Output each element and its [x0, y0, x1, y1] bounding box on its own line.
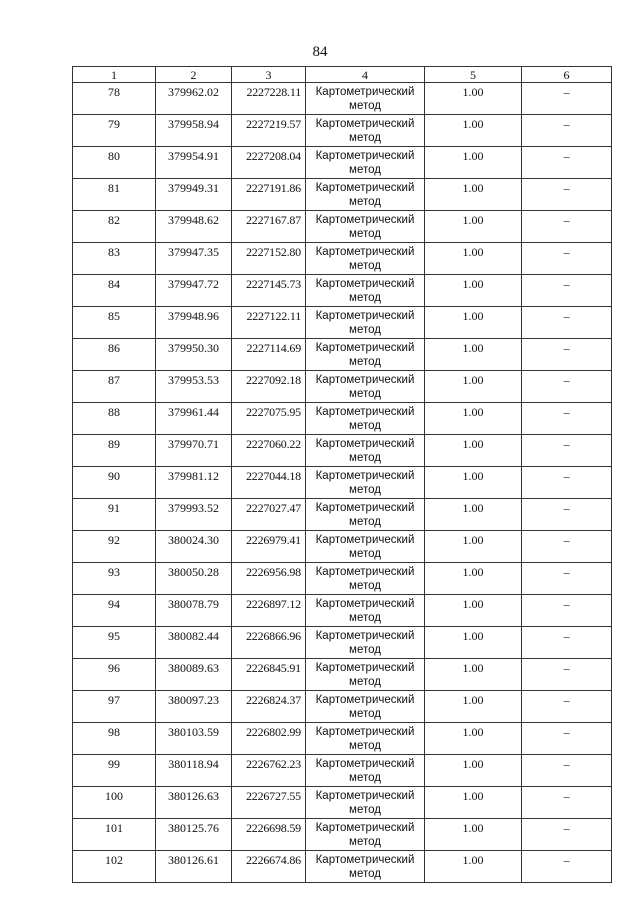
note-value: – [522, 659, 612, 691]
method-cell [306, 563, 425, 595]
column-header-4: 4 [306, 67, 425, 83]
y-coordinate: 2227122.11 [232, 307, 306, 339]
x-coordinate: 380082.44 [156, 627, 232, 659]
method-line-2: метод [349, 548, 381, 560]
note-value: – [522, 691, 612, 723]
method-line-2: метод [349, 228, 381, 240]
method-line-2: метод [349, 356, 381, 368]
point-number: 88 [73, 403, 156, 435]
point-number: 97 [73, 691, 156, 723]
x-coordinate: 379954.91 [156, 147, 232, 179]
y-coordinate: 2226845.91 [232, 659, 306, 691]
method-line-2: метод [349, 484, 381, 496]
y-coordinate: 2226979.41 [232, 531, 306, 563]
x-coordinate: 380078.79 [156, 595, 232, 627]
accuracy-value: 1.00 [425, 627, 522, 659]
note-value: – [522, 83, 612, 115]
table-row [73, 531, 612, 563]
note-value: – [522, 147, 612, 179]
method-line-1: Картометрический [315, 502, 415, 514]
accuracy-value: 1.00 [425, 723, 522, 755]
point-number: 82 [73, 211, 156, 243]
x-coordinate: 379970.71 [156, 435, 232, 467]
method-cell [306, 691, 425, 723]
method-line-2: метод [349, 164, 381, 176]
table-row [73, 787, 612, 819]
table-row [73, 723, 612, 755]
method-cell [306, 659, 425, 691]
x-coordinate: 379948.96 [156, 307, 232, 339]
accuracy-value: 1.00 [425, 339, 522, 371]
y-coordinate: 2226762.23 [232, 755, 306, 787]
y-coordinate: 2227191.86 [232, 179, 306, 211]
accuracy-value: 1.00 [425, 147, 522, 179]
note-value: – [522, 851, 612, 883]
y-coordinate: 2227060.22 [232, 435, 306, 467]
method-line-1: Картометрический [315, 758, 415, 770]
method-line-2: метод [349, 644, 381, 656]
point-number: 101 [73, 819, 156, 851]
method-line-2: метод [349, 292, 381, 304]
x-coordinate: 380024.30 [156, 531, 232, 563]
y-coordinate: 2227167.87 [232, 211, 306, 243]
method-cell [306, 83, 425, 115]
method-line-2: метод [349, 420, 381, 432]
method-line-1: Картометрический [315, 150, 415, 162]
accuracy-value: 1.00 [425, 435, 522, 467]
accuracy-value: 1.00 [425, 787, 522, 819]
method-cell [306, 595, 425, 627]
table-row [73, 403, 612, 435]
table-header [73, 67, 612, 83]
table-row [73, 851, 612, 883]
table-row [73, 147, 612, 179]
method-line-1: Картометрический [315, 726, 415, 738]
note-value: – [522, 243, 612, 275]
point-number: 89 [73, 435, 156, 467]
method-line-2: метод [349, 676, 381, 688]
accuracy-value: 1.00 [425, 275, 522, 307]
y-coordinate: 2226897.12 [232, 595, 306, 627]
method-line-1: Картометрический [315, 470, 415, 482]
point-number: 81 [73, 179, 156, 211]
point-number: 98 [73, 723, 156, 755]
table-row [73, 83, 612, 115]
y-coordinate: 2227152.80 [232, 243, 306, 275]
accuracy-value: 1.00 [425, 83, 522, 115]
method-cell [306, 211, 425, 243]
x-coordinate: 380050.28 [156, 563, 232, 595]
method-cell [306, 627, 425, 659]
table-row [73, 371, 612, 403]
method-cell [306, 243, 425, 275]
table-row [73, 275, 612, 307]
column-header-6: 6 [522, 67, 612, 83]
x-coordinate: 380126.61 [156, 851, 232, 883]
method-cell [306, 179, 425, 211]
column-header-5: 5 [425, 67, 522, 83]
method-cell [306, 467, 425, 499]
table-row [73, 659, 612, 691]
table-row [73, 563, 612, 595]
note-value: – [522, 115, 612, 147]
point-number: 79 [73, 115, 156, 147]
y-coordinate: 2226698.59 [232, 819, 306, 851]
method-cell [306, 339, 425, 371]
note-value: – [522, 627, 612, 659]
table-row [73, 211, 612, 243]
table-row [73, 691, 612, 723]
note-value: – [522, 723, 612, 755]
x-coordinate: 379949.31 [156, 179, 232, 211]
method-line-1: Картометрический [315, 278, 415, 290]
note-value: – [522, 563, 612, 595]
method-line-1: Картометрический [315, 790, 415, 802]
method-line-2: метод [349, 612, 381, 624]
table-row [73, 339, 612, 371]
method-cell [306, 115, 425, 147]
accuracy-value: 1.00 [425, 755, 522, 787]
accuracy-value: 1.00 [425, 499, 522, 531]
point-number: 80 [73, 147, 156, 179]
accuracy-value: 1.00 [425, 851, 522, 883]
point-number: 94 [73, 595, 156, 627]
point-number: 93 [73, 563, 156, 595]
x-coordinate: 380126.63 [156, 787, 232, 819]
y-coordinate: 2226824.37 [232, 691, 306, 723]
method-line-2: метод [349, 516, 381, 528]
method-line-2: метод [349, 100, 381, 112]
note-value: – [522, 435, 612, 467]
method-line-2: метод [349, 740, 381, 752]
method-line-1: Картометрический [315, 86, 415, 98]
note-value: – [522, 179, 612, 211]
x-coordinate: 379961.44 [156, 403, 232, 435]
accuracy-value: 1.00 [425, 179, 522, 211]
x-coordinate: 379948.62 [156, 211, 232, 243]
method-cell [306, 531, 425, 563]
method-line-1: Картометрический [315, 822, 415, 834]
accuracy-value: 1.00 [425, 563, 522, 595]
accuracy-value: 1.00 [425, 307, 522, 339]
accuracy-value: 1.00 [425, 243, 522, 275]
accuracy-value: 1.00 [425, 659, 522, 691]
method-line-2: метод [349, 868, 381, 880]
method-line-1: Картометрический [315, 374, 415, 386]
method-line-1: Картометрический [315, 854, 415, 866]
method-cell [306, 435, 425, 467]
x-coordinate: 380103.59 [156, 723, 232, 755]
method-cell [306, 371, 425, 403]
table-row [73, 499, 612, 531]
note-value: – [522, 819, 612, 851]
note-value: – [522, 467, 612, 499]
note-value: – [522, 787, 612, 819]
method-line-1: Картометрический [315, 406, 415, 418]
note-value: – [522, 403, 612, 435]
method-line-1: Картометрический [315, 246, 415, 258]
method-cell [306, 275, 425, 307]
point-number: 99 [73, 755, 156, 787]
method-cell [306, 723, 425, 755]
x-coordinate: 379947.72 [156, 275, 232, 307]
method-line-1: Картометрический [315, 310, 415, 322]
method-line-2: метод [349, 836, 381, 848]
x-coordinate: 379953.53 [156, 371, 232, 403]
y-coordinate: 2227208.04 [232, 147, 306, 179]
note-value: – [522, 595, 612, 627]
table-row [73, 179, 612, 211]
method-cell [306, 307, 425, 339]
y-coordinate: 2226956.98 [232, 563, 306, 595]
point-number: 92 [73, 531, 156, 563]
method-line-1: Картометрический [315, 182, 415, 194]
method-line-1: Картометрический [315, 630, 415, 642]
point-number: 95 [73, 627, 156, 659]
y-coordinate: 2226802.99 [232, 723, 306, 755]
y-coordinate: 2226674.86 [232, 851, 306, 883]
point-number: 85 [73, 307, 156, 339]
table-row [73, 627, 612, 659]
accuracy-value: 1.00 [425, 531, 522, 563]
method-cell [306, 755, 425, 787]
accuracy-value: 1.00 [425, 371, 522, 403]
y-coordinate: 2227219.57 [232, 115, 306, 147]
accuracy-value: 1.00 [425, 115, 522, 147]
x-coordinate: 379962.02 [156, 83, 232, 115]
method-line-2: метод [349, 388, 381, 400]
method-cell [306, 851, 425, 883]
x-coordinate: 379981.12 [156, 467, 232, 499]
method-line-1: Картометрический [315, 694, 415, 706]
y-coordinate: 2227044.18 [232, 467, 306, 499]
y-coordinate: 2226727.55 [232, 787, 306, 819]
method-line-2: метод [349, 580, 381, 592]
method-line-1: Картометрический [315, 214, 415, 226]
point-number: 86 [73, 339, 156, 371]
method-cell [306, 499, 425, 531]
table-row [73, 435, 612, 467]
method-cell [306, 403, 425, 435]
y-coordinate: 2227075.95 [232, 403, 306, 435]
y-coordinate: 2227027.47 [232, 499, 306, 531]
point-number: 84 [73, 275, 156, 307]
table-row [73, 307, 612, 339]
table-row [73, 243, 612, 275]
note-value: – [522, 307, 612, 339]
y-coordinate: 2227145.73 [232, 275, 306, 307]
method-cell [306, 147, 425, 179]
column-header-1: 1 [73, 67, 156, 83]
y-coordinate: 2226866.96 [232, 627, 306, 659]
method-line-1: Картометрический [315, 566, 415, 578]
table-row [73, 115, 612, 147]
method-line-1: Картометрический [315, 662, 415, 674]
note-value: – [522, 211, 612, 243]
x-coordinate: 379958.94 [156, 115, 232, 147]
point-number: 78 [73, 83, 156, 115]
x-coordinate: 380089.63 [156, 659, 232, 691]
point-number: 90 [73, 467, 156, 499]
table-body [73, 83, 612, 883]
point-number: 87 [73, 371, 156, 403]
point-number: 102 [73, 851, 156, 883]
note-value: – [522, 499, 612, 531]
note-value: – [522, 371, 612, 403]
y-coordinate: 2227092.18 [232, 371, 306, 403]
method-line-2: метод [349, 452, 381, 464]
note-value: – [522, 755, 612, 787]
accuracy-value: 1.00 [425, 595, 522, 627]
x-coordinate: 380125.76 [156, 819, 232, 851]
method-line-2: метод [349, 708, 381, 720]
x-coordinate: 380118.94 [156, 755, 232, 787]
x-coordinate: 379950.30 [156, 339, 232, 371]
table-row [73, 595, 612, 627]
method-line-1: Картометрический [315, 342, 415, 354]
accuracy-value: 1.00 [425, 691, 522, 723]
method-line-1: Картометрический [315, 118, 415, 130]
y-coordinate: 2227114.69 [232, 339, 306, 371]
accuracy-value: 1.00 [425, 211, 522, 243]
x-coordinate: 379993.52 [156, 499, 232, 531]
point-number: 83 [73, 243, 156, 275]
method-line-2: метод [349, 196, 381, 208]
table-row [73, 755, 612, 787]
method-line-2: метод [349, 804, 381, 816]
accuracy-value: 1.00 [425, 819, 522, 851]
point-number: 100 [73, 787, 156, 819]
note-value: – [522, 531, 612, 563]
method-line-1: Картометрический [315, 598, 415, 610]
accuracy-value: 1.00 [425, 403, 522, 435]
table-row [73, 467, 612, 499]
x-coordinate: 380097.23 [156, 691, 232, 723]
method-line-1: Картометрический [315, 438, 415, 450]
x-coordinate: 379947.35 [156, 243, 232, 275]
accuracy-value: 1.00 [425, 467, 522, 499]
method-cell [306, 819, 425, 851]
coordinates-table [72, 66, 612, 883]
method-line-2: метод [349, 772, 381, 784]
table-row [73, 819, 612, 851]
method-line-2: метод [349, 132, 381, 144]
point-number: 91 [73, 499, 156, 531]
column-header-3: 3 [232, 67, 306, 83]
y-coordinate: 2227228.11 [232, 83, 306, 115]
method-cell [306, 787, 425, 819]
method-line-1: Картометрический [315, 534, 415, 546]
method-line-2: метод [349, 260, 381, 272]
point-number: 96 [73, 659, 156, 691]
method-line-2: метод [349, 324, 381, 336]
column-header-2: 2 [156, 67, 232, 83]
page-number: 84 [312, 44, 328, 60]
note-value: – [522, 339, 612, 371]
note-value: – [522, 275, 612, 307]
